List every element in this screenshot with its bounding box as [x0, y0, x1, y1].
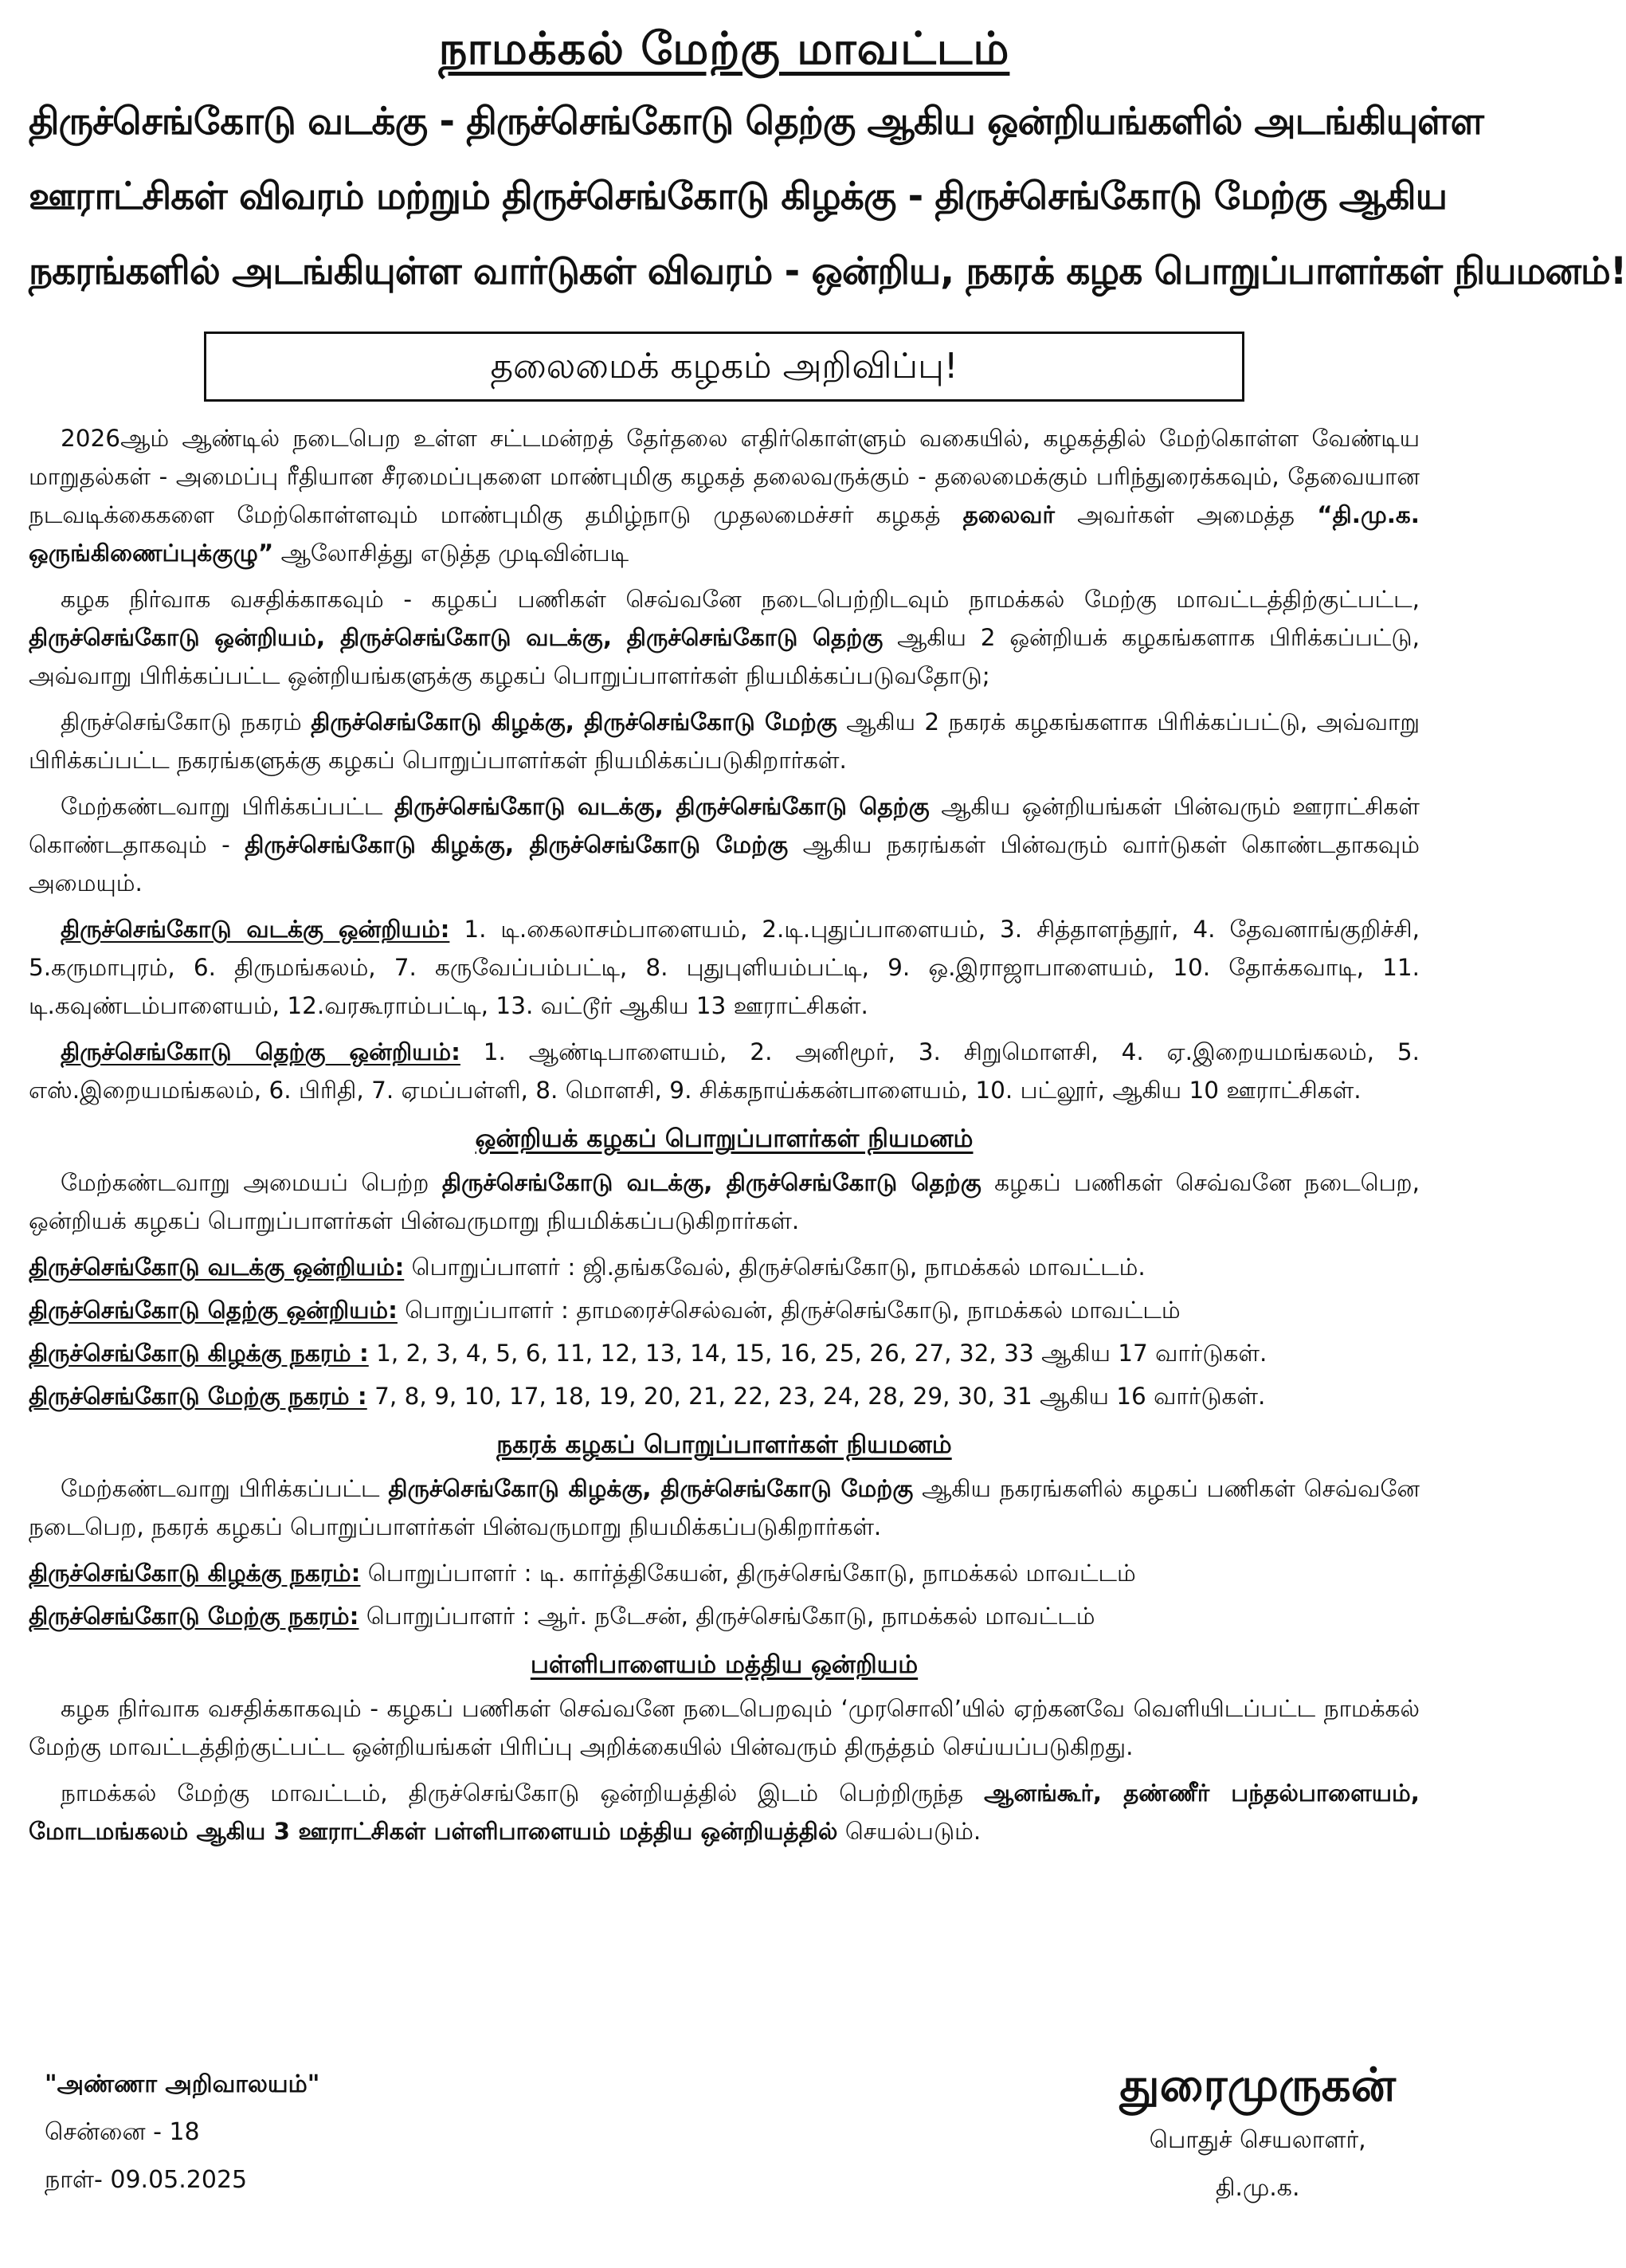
- headline-line-2: ஊராட்சிகள் விவரம் மற்றும் திருச்செங்கோடு கிழக்கு - திருச்செங்கோடு மேற்கு ஆகிய: [29, 175, 1447, 218]
- section-heading-union: [29, 1119, 1420, 1159]
- announcement-box-wrap: [29, 332, 1420, 402]
- text: மேற்கண்டவாறு அமையப் பெற்ற: [61, 1169, 442, 1196]
- announcement-title: தலைமைக் கழகம் அறிவிப்பு!: [204, 332, 1244, 402]
- paragraph-union-appointment: [29, 1163, 1420, 1240]
- paragraph-correction: கழக நிர்வாக வசதிக்காகவும் - கழகப் பணிகள் செவ்வனே நடைபெறவும் ‘முரசொலி’யில் ஏற்கனவே வெளியிடப்பட்ட நாமக்கல் மேற்கு மாவட்டத்திற்குட்பட்ட ஒன்றியங்கள் பிரிப்பு அறிக்கையில் பின்வரும் திருத்தம் செய்யப்படுகிறது.: [29, 1695, 1420, 1760]
- text: ஆகிய 2 நகரக் கழகங்களாக பிரிக்கப்பட்டு, அவ்வாறு பிரிக்கப்பட்ட நகரங்களுக்கு கழகப் பொறுப்பாளர்கள் நியமிக்கப்படுகிறார்கள்.: [29, 708, 1420, 774]
- bold-text: திருச்செங்கோடு ஒன்றியம், திருச்செங்கோடு வடக்கு, திருச்செங்கோடு தெற்கு: [29, 624, 884, 651]
- bold-text: திருச்செங்கோடு கிழக்கு, திருச்செங்கோடு மேற்கு: [245, 831, 789, 858]
- text: திருச்செங்கோடு நகரம்: [61, 708, 311, 736]
- bold-text: திருச்செங்கோடு வடக்கு, திருச்செங்கோடு தெற்கு: [441, 1169, 981, 1196]
- south-union-panchayats: [29, 1033, 1420, 1109]
- text: பொறுப்பாளர் : ஜி.தங்கவேல், திருச்செங்கோடு, நாமக்கல் மாவட்டம்.: [404, 1254, 1146, 1281]
- paragraph-composition: [29, 787, 1420, 902]
- text: பொறுப்பாளர் : தாமரைச்செல்வன், திருச்செங்கோடு, நாமக்கல் மாவட்டம்: [397, 1297, 1181, 1324]
- bold-text: திருச்செங்கோடு கிழக்கு, திருச்செங்கோடு மேற்கு: [388, 1475, 914, 1502]
- bold-text: திருச்செங்கோடு கிழக்கு, திருச்செங்கோடு மேற்கு: [311, 708, 837, 736]
- office-name: "அண்ணா அறிவாலயம்": [45, 2070, 320, 2098]
- bold-text: ஆனங்கூர், தண்ணீர் பந்தல்பாளையம், மோடமங்கலம் ஆகிய 3 ஊராட்சிகள் பள்ளிபாளையம் மத்திய ஒன்றியத்தில்: [29, 1779, 1420, 1845]
- appointment-south: [29, 1291, 1420, 1329]
- text: ஆகிய 2 ஒன்றியக் கழகங்களாக பிரிக்கப்பட்டு, அவ்வாறு பிரிக்கப்பட்ட ஒன்றியங்களுக்கு கழகப் பொறுப்பாளர்கள் நியமிக்கப்படுவதோடு;: [29, 624, 1420, 689]
- north-union-panchayats: [29, 910, 1420, 1025]
- text: 1, 2, 3, 4, 5, 6, 11, 12, 13, 14, 15, 16, 25, 26, 27, 32, 33 ஆகிய 17 வார்டுகள்.: [368, 1340, 1267, 1367]
- appointment-north: [29, 1248, 1420, 1286]
- text: 7, 8, 9, 10, 17, 18, 19, 20, 21, 22, 23, 24, 28, 29, 30, 31 ஆகிய 16 வார்டுகள்.: [366, 1383, 1266, 1410]
- text: நாமக்கல் மேற்கு மாவட்டம், திருச்செங்கோடு ஒன்றியத்தில் இடம் பெற்றிருந்த: [61, 1779, 985, 1807]
- label: திருச்செங்கோடு மேற்கு நகரம்:: [29, 1603, 359, 1630]
- paragraph-town-appointment: [29, 1469, 1420, 1546]
- text: பொறுப்பாளர் : டி. கார்த்திகேயன், திருச்செங்கோடு, நாமக்கல் மாவட்டம்: [360, 1560, 1136, 1587]
- section-title: நகரக் கழகப் பொறுப்பாளர்கள் நியமனம்: [496, 1430, 952, 1459]
- text: ஆகிய நகரங்களில் கழகப் பணிகள் செவ்வனே நடைபெற, நகரக் கழகப் பொறுப்பாளர்கள் பின்வருமாறு நியமிக்கப்படுகிறார்கள்.: [29, 1475, 1420, 1540]
- section-heading-pallipalayam: [29, 1645, 1420, 1685]
- text: 2026ஆம் ஆண்டில் நடைபெற உள்ள சட்டமன்றத் தேர்தலை எதிர்கொள்ளும் வகையில், கழகத்தில் மேற்கொள்ள வேண்டிய மாறுதல்கள் - அமைப்பு ரீதியான சீரமைப்புகளை மாண்புமிகு கழகத் தலைவருக்கும் - தலைமைக்கும் பரிந்துரைக்கவும், தேவையான நடவடிக்கைகளை மேற்கொள்ளவும் மாண்புமிகு தமிழ்நாடு முதலமைச்சர் கழகத்: [29, 425, 1420, 528]
- label: திருச்செங்கோடு மேற்கு நகரம் :: [29, 1383, 367, 1410]
- headline: [29, 84, 1626, 309]
- signature-block: [1119, 2053, 1396, 2212]
- district-title: நாமக்கல் மேற்கு மாவட்டம்: [438, 23, 1010, 75]
- signatory-name: துரைமுருகன்: [1119, 2058, 1396, 2112]
- text: மேற்கண்டவாறு பிரிக்கப்பட்ட: [61, 1475, 389, 1502]
- text: கழக நிர்வாக வசதிக்காகவும் - கழகப் பணிகள் செவ்வனே நடைபெற்றிடவும் நாமக்கல் மேற்கு மாவட்டத்திற்குட்பட்ட,: [61, 586, 1420, 613]
- bold-text: தலைவர்: [962, 501, 1055, 528]
- footer: [29, 2053, 1420, 2252]
- paragraph-intro: [29, 419, 1420, 572]
- text: செயல்படும்.: [837, 1818, 981, 1845]
- party-name: தி.மு.க.: [1215, 2174, 1300, 2202]
- district-heading: [29, 19, 1420, 80]
- label: திருச்செங்கோடு வடக்கு ஒன்றியம்:: [29, 1254, 405, 1281]
- bold-text: திருச்செங்கோடு வடக்கு, திருச்செங்கோடு தெற்கு: [394, 793, 930, 820]
- signatory-role: பொதுச் செயலாளர்,: [1149, 2126, 1366, 2154]
- footer-address-block: [45, 2061, 319, 2204]
- headline-line-3: நகரங்களில் அடங்கியுள்ள வார்டுகள் விவரம் - ஒன்றிய, நகரக் கழக பொறுப்பாளர்கள் நியமனம்!: [29, 249, 1626, 293]
- paragraph-town-split: [29, 703, 1420, 779]
- appointment-east: [29, 1554, 1420, 1592]
- notice-date: நாள்- 09.05.2025: [45, 2166, 248, 2194]
- section-title: ஒன்றியக் கழகப் பொறுப்பாளர்கள் நியமனம்: [475, 1124, 974, 1153]
- east-town-wards: [29, 1334, 1420, 1372]
- text: மேற்கண்டவாறு பிரிக்கப்பட்ட: [61, 793, 394, 820]
- section-title: பள்ளிபாளையம் மத்திய ஒன்றியம்: [530, 1650, 919, 1679]
- north-union-label: திருச்செங்கோடு வடக்கு ஒன்றியம்:: [61, 916, 450, 943]
- south-union-label: திருச்செங்கோடு தெற்கு ஒன்றியம்:: [61, 1038, 460, 1065]
- text: 1. டி.கைலாசம்பாளையம், 2.டி.புதுப்பாளையம், 3. சித்தாளந்தூர், 4. தேவனாங்குறிச்சி, 5.கருமாபுரம், 6. திருமங்கலம், 7. கருவேப்பம்பட்டி, 8. புதுபுளியம்பட்டி, 9. ஒ.இராஜாபாளையம், 10. தோக்கவாடி, 11. டி.கவுண்டம்பாளையம், 12.வரகூராம்பட்டி, 13. வட்டூர் ஆகிய 13 ஊராட்சிகள்.: [29, 916, 1420, 1019]
- text: ஆலோசித்து எடுத்த முடிவின்படி: [273, 540, 629, 567]
- office-city: சென்னை - 18: [45, 2118, 200, 2146]
- paragraph-panchayat-transfer: [29, 1774, 1420, 1850]
- headline-line-1: திருச்செங்கோடு வடக்கு - திருச்செங்கோடு தெற்கு ஆகிய ஒன்றியங்களில் அடங்கியுள்ள: [29, 100, 1483, 143]
- text: 1. ஆண்டிபாளையம், 2. அனிமூர், 3. சிறுமொளசி, 4. ஏ.இறையமங்கலம், 5. எஸ்.இறையமங்கலம், 6. பிரிதி, 7. ஏமப்பள்ளி, 8. மொளசி, 9. சிக்கநாய்க்கன்பாளையம், 10. பட்லூர், ஆகிய 10 ஊராட்சிகள்.: [29, 1038, 1420, 1104]
- committee-name: “தி.மு.க. ஒருங்கிணைப்புக்குழு”: [29, 501, 1420, 567]
- notice-body: [29, 419, 1420, 1850]
- text: கழகப் பணிகள் செவ்வனே நடைபெற, ஒன்றியக் கழகப் பொறுப்பாளர்கள் பின்வருமாறு நியமிக்கப்படுகிறார்கள்.: [29, 1169, 1420, 1234]
- section-heading-town: [29, 1425, 1420, 1465]
- paragraph-union-split: [29, 580, 1420, 695]
- label: திருச்செங்கோடு கிழக்கு நகரம் :: [29, 1340, 369, 1367]
- text: ஆகிய நகரங்கள் பின்வரும் வார்டுகள் கொண்டதாகவும் அமையும்.: [29, 831, 1420, 897]
- west-town-wards: [29, 1377, 1420, 1415]
- text: ஆகிய ஒன்றியங்கள் பின்வரும் ஊராட்சிகள் கொண்டதாகவும் -: [29, 793, 1420, 858]
- appointment-west: [29, 1597, 1420, 1635]
- text: அவர்கள் அமைத்த: [1054, 501, 1318, 528]
- label: திருச்செங்கோடு கிழக்கு நகரம்:: [29, 1560, 361, 1587]
- text: பொறுப்பாளர் : ஆர். நடேசன், திருச்செங்கோடு, நாமக்கல் மாவட்டம்: [359, 1603, 1095, 1630]
- label: திருச்செங்கோடு தெற்கு ஒன்றியம்:: [29, 1297, 398, 1324]
